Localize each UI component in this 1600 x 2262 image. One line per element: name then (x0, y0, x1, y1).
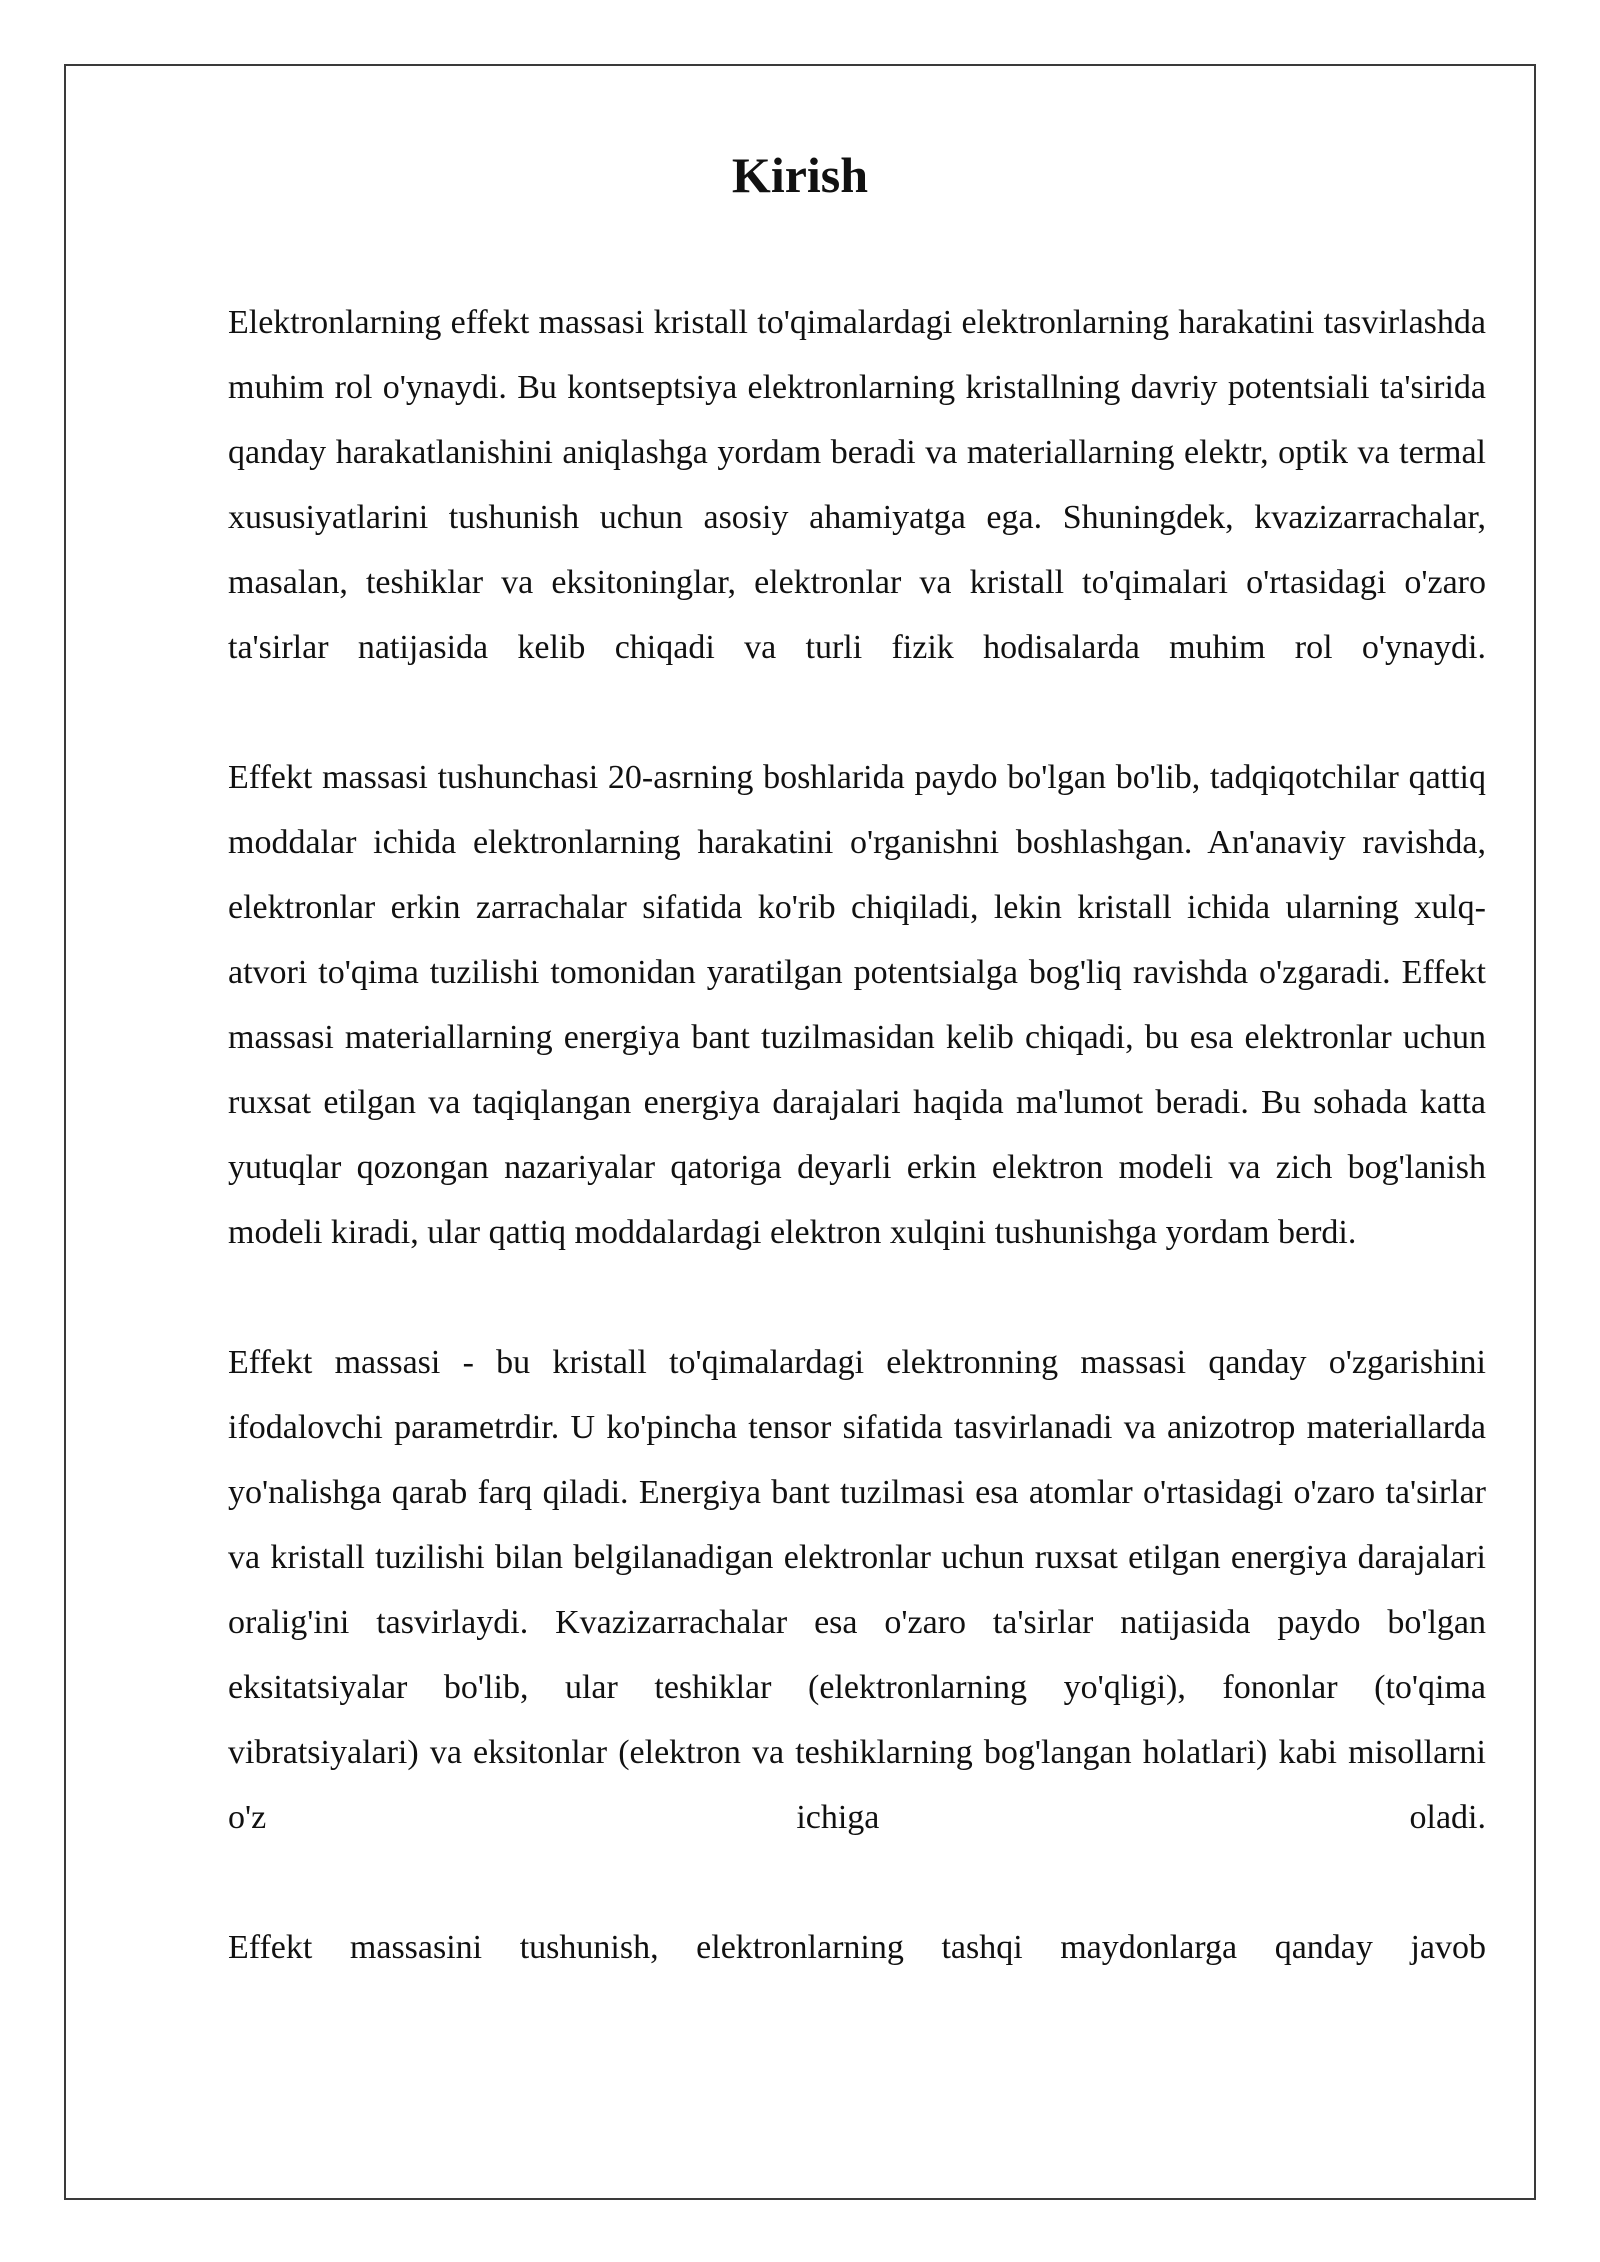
page-title: Kirish (731, 147, 869, 203)
paragraph-2: Effekt massasi tushunchasi 20-asrning boshlarida paydo bo'lgan bo'lib, tadqiqotchilar qattiq moddalar ichida elektronlarning harakatini o'rganishni boshlashgan. An'anaviy ravishda, elektronlar erkin zarrachalar sifatida ko'rib chiqiladi, lekin kristall ichida ularning xulq-atvori to'qima tuzilishi tomonidan yaratilgan potentsialga bog'liq ravishda o'zgaradi. Effekt massasi materiallarning energiya bant tuzilmasidan kelib chiqadi, bu esa elektronlar uchun ruxsat etilgan va taqiqlangan energiya darajalari haqida ma'lumot beradi. Bu sohada katta yutuqlar qozongan nazariyalar qatoriga deyarli erkin elektron modeli va zich bog'lanish modeli kiradi, ular qattiq moddalardagi elektron xulqini tushunishga yordam berdi. (228, 759, 1486, 1251)
paragraph-4: Effekt massasini tushunish, elektronlarning tashqi maydonlarga qanday javob (228, 1929, 1486, 1966)
paragraph-3: Effekt massasi - bu kristall to'qimalardagi elektronning massasi qanday o'zgarishini ifodalovchi parametrdir. U ko'pincha tensor sifatida tasvirlanadi va anizotrop materiallarda yo'nalishga qarab farq qiladi. Energiya bant tuzilmasi esa atomlar o'rtasidagi o'zaro ta'sirlar va kristall tuzilishi bilan belgilanadigan elektronlar uchun ruxsat etilgan energiya darajalari oralig'ini tasvirlaydi. Kvazizarrachalar esa o'zaro ta'sirlar natijasida paydo bo'lgan eksitatsiyalar bo'lib, ular teshiklar (elektronlarning yo'qligi), fononlar (to'qima vibratsiyalari) va eksitonlar (elektron va teshiklarning bog'langan holatlari) kabi misollarni o'z ichiga oladi. (228, 1344, 1486, 1836)
document-body (228, 290, 1486, 2045)
paragraph-1: Elektronlarning effekt massasi kristall to'qimalardagi elektronlarning harakatini tasvirlashda muhim rol o'ynaydi. Bu kontseptsiya elektronlarning kristallning davriy potentsiali ta'sirida qanday harakatlanishini aniqlashga yordam beradi va materiallarning elektr, optik va termal xususiyatlarini tushunish uchun asosiy ahamiyatga ega. Shuningdek, kvazizarrachalar, masalan, teshiklar va eksitoninglar, elektronlar va kristall to'qimalari o'rtasidagi o'zaro ta'sirlar natijasida kelib chiqadi va turli fizik hodisalarda muhim rol o'ynaydi. (228, 304, 1486, 666)
